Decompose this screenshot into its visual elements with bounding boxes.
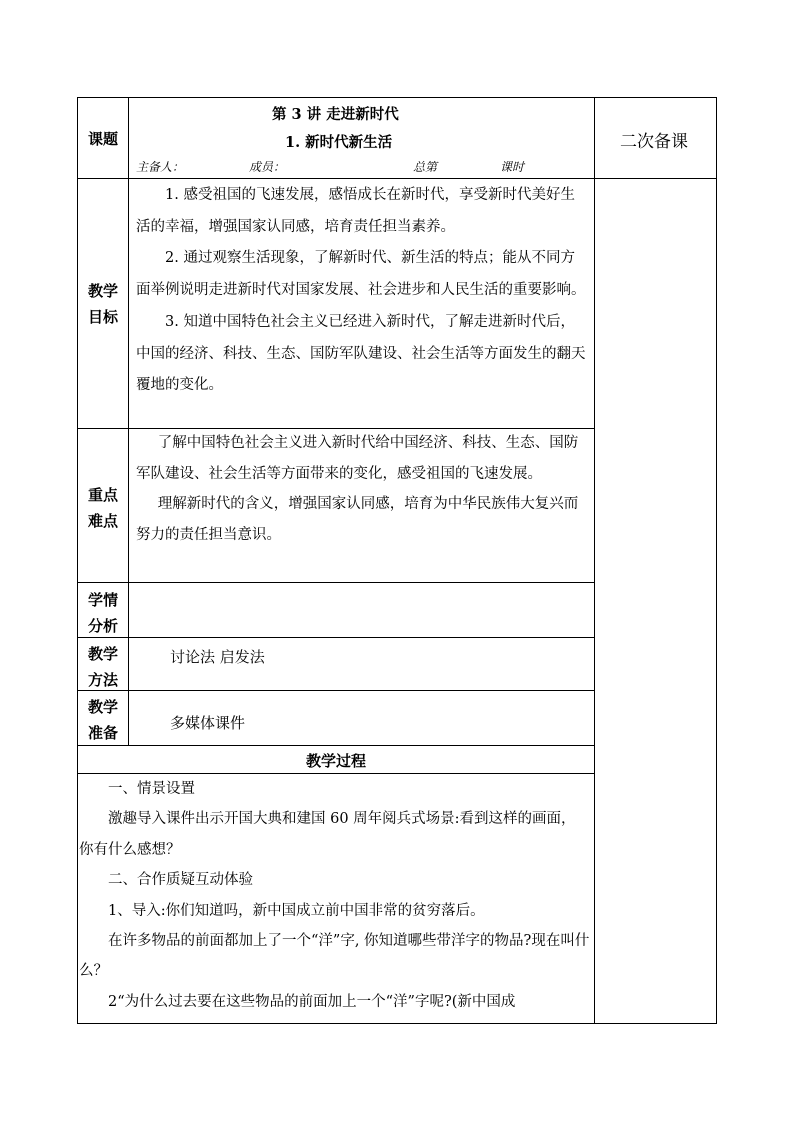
objectives-content (136, 180, 588, 402)
process-paragraph: 2“为什么过去要在这些物品的前面加上一个“洋”字呢?(新中国成 (108, 993, 516, 1010)
analysis-label-line1: 学情 (87, 591, 118, 609)
methods-label (78, 641, 128, 693)
preparer-label: 主备人： (136, 160, 185, 174)
objectives-label (78, 278, 128, 330)
topic-label: 课题 (87, 130, 118, 148)
process-title: 教学过程 (305, 752, 366, 770)
process-paragraph: 在许多物品的前面都加上了一个“洋”字, 你知道哪些带洋字的物品?现在叫什么？ (79, 933, 590, 980)
member-label: 成员： (249, 160, 286, 174)
keypoints-label (78, 482, 128, 534)
preparation-label-line2: 准备 (87, 724, 118, 742)
process-paragraph: 二、合作质疑互动体验 (108, 872, 253, 889)
second-prep-label: 二次备课 (620, 132, 688, 152)
objective-item: 2. 通过观察生活现象，了解新时代、新生活的特点；能从不同方面举例说明走进新时代对国家发展、社会进步和人民生活的重要影响。 (136, 250, 586, 299)
lesson-subtitle: 1. 新时代新生活 (285, 134, 393, 151)
process-paragraph: 激趣导入课件出示开国大典和建国 60 周年阅兵式场景:看到这样的画面，你有什么感想？ (79, 811, 576, 858)
objective-item: 1. 感受祖国的飞速发展，感悟成长在新时代，享受新时代美好生活的幸福，增强国家认同感，培育责任担当素养。 (136, 187, 575, 235)
methods-content: 讨论法 启发法 (170, 648, 265, 666)
total-label: 总第 (413, 160, 438, 174)
keypoints-label-line1: 重点 (87, 486, 118, 504)
objectives-label-line1: 教学 (87, 282, 118, 300)
period-label: 课时 (500, 160, 525, 174)
process-content (79, 774, 590, 1017)
methods-label-line2: 方法 (87, 671, 118, 689)
analysis-label-line2: 分析 (87, 617, 118, 635)
preparation-content: 多媒体课件 (170, 714, 246, 732)
methods-label-line1: 教学 (87, 645, 118, 663)
keypoint-item: 理解新时代的含义，增强国家认同感，培育为中华民族伟大复兴而努力的责任担当意识。 (136, 496, 579, 543)
lesson-title: 第 3 讲 走进新时代 (272, 106, 399, 123)
preparation-label (78, 694, 128, 746)
process-paragraph: 一、情景设置 (108, 781, 195, 797)
objectives-label-line2: 目标 (87, 308, 118, 326)
analysis-label (78, 587, 128, 639)
keypoints-label-line2: 难点 (87, 512, 118, 530)
keypoint-item: 了解中国特色社会主义进入新时代给中国经济、科技、生态、国防军队建设、社会生活等方面带来的变化，感受祖国的飞速发展。 (136, 435, 579, 482)
process-paragraph: 1、导入:你们知道吗，新中国成立前中国非常的贫穷落后。 (108, 902, 485, 919)
preparation-label-line1: 教学 (87, 698, 118, 716)
keypoints-content (136, 428, 588, 550)
objective-item: 3. 知道中国特色社会主义已经进入新时代，了解走进新时代后，中国的经济、科技、生态、国防军队建设、社会生活等方面发生的翻天覆地的变化。 (136, 313, 586, 394)
